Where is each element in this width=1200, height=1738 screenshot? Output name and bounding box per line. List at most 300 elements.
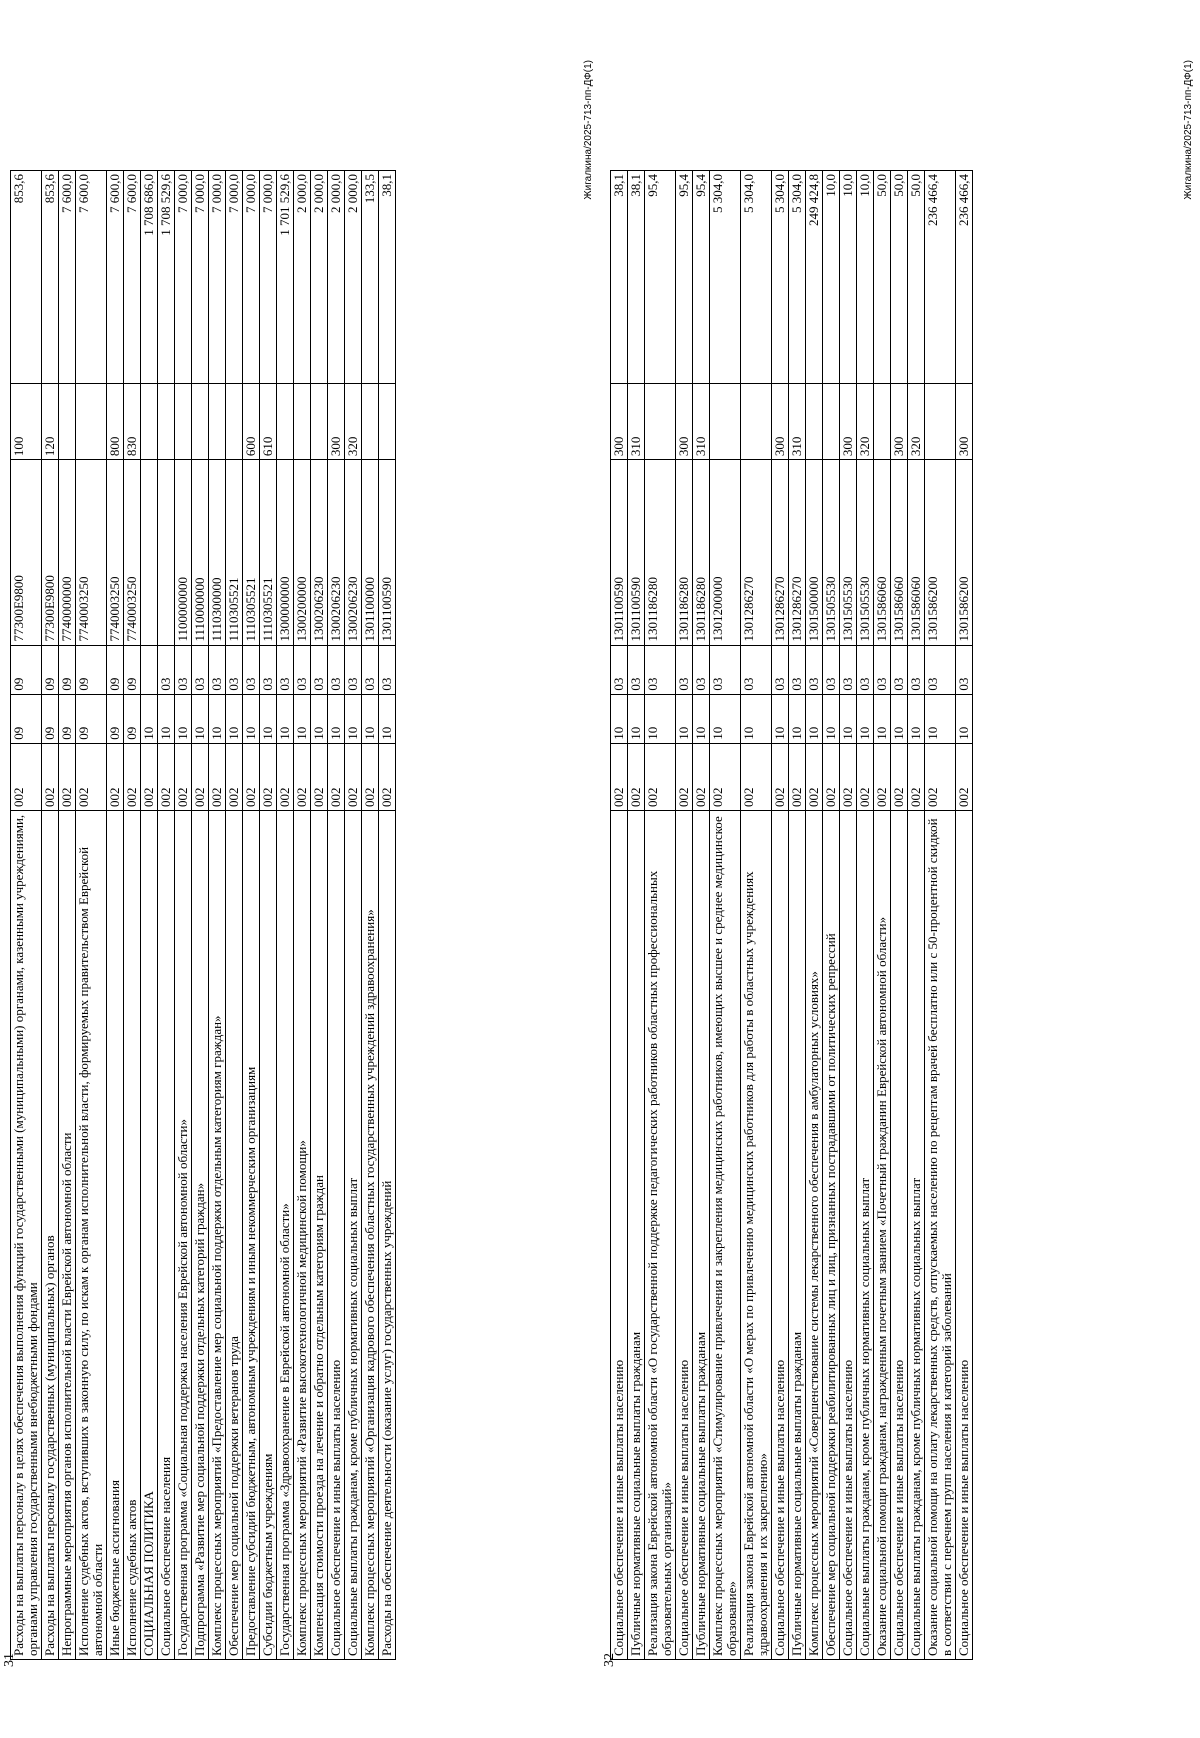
subsection-code-cell: 03 (874, 645, 891, 694)
target-article-cell: 1301586200 (956, 460, 973, 645)
subsection-code-cell: 03 (676, 645, 693, 694)
amount-cell: 853,6 (11, 171, 42, 384)
target-article-cell: 1300206230 (328, 460, 345, 645)
subsection-code-cell: 03 (956, 645, 973, 694)
subsection-code-cell: 09 (124, 645, 141, 694)
amount-cell: 236 466,4 (925, 171, 956, 384)
expense-type-cell (362, 383, 379, 459)
row-name-cell: Государственная программа «Социальная поддержка населения Еврейской автономной области» (175, 810, 192, 1659)
ministry-code-cell: 002 (175, 743, 192, 810)
subsection-code-cell: 03 (789, 645, 806, 694)
row-name-cell: Предоставление субсидий бюджетным, автономным учреждениям и иным некоммерческим организациям (243, 810, 260, 1659)
table-row (857, 171, 874, 1660)
ministry-code-cell: 002 (823, 743, 840, 810)
table-row (362, 171, 379, 1660)
target-article-cell: 1300200000 (294, 460, 311, 645)
expense-type-cell: 310 (628, 383, 645, 459)
amount-cell: 5 304,0 (789, 171, 806, 384)
amount-cell: 2 000,0 (328, 171, 345, 384)
section-code-cell: 09 (76, 694, 107, 743)
row-name-cell: Комплекс процессных мероприятий «Предоставление мер социальной поддержки отдельным категориям граждан» (209, 810, 226, 1659)
row-name-cell: Комплекс процессных мероприятий «Стимулирование привлечения и закрепления медицинских работников, имеющих высшее и среднее медицинское образование» (710, 810, 741, 1659)
row-name-cell: Социальные выплаты гражданам, кроме публичных нормативных социальных выплат (345, 810, 362, 1659)
amount-cell: 133,5 (362, 171, 379, 384)
amount-cell: 2 000,0 (311, 171, 328, 384)
row-name-cell: Социальное обеспечение населения (158, 810, 175, 1659)
row-name-cell: СОЦИАЛЬНАЯ ПОЛИТИКА (141, 810, 158, 1659)
table-row (628, 171, 645, 1660)
target-article-cell: 7740003250 (76, 460, 107, 645)
table-row (956, 171, 973, 1660)
table-row (192, 171, 209, 1660)
ministry-code-cell: 002 (362, 743, 379, 810)
expense-type-cell (294, 383, 311, 459)
ministry-code-cell: 002 (628, 743, 645, 810)
amount-cell: 95,4 (693, 171, 710, 384)
row-name-cell: Оказание социальной помощи гражданам, награжденным почетным званием «Почетный гражданин Еврейской автономной области» (874, 810, 891, 1659)
row-name-cell: Реализация закона Еврейской автономной области «О государственной поддержке педагогических работников областных профессиональных образовательных организаций» (645, 810, 676, 1659)
section-code-cell: 09 (107, 694, 124, 743)
amount-cell: 2 000,0 (345, 171, 362, 384)
amount-cell: 7 000,0 (226, 171, 243, 384)
table-row (676, 171, 693, 1660)
budget-table-page-31 (10, 170, 396, 1660)
section-code-cell: 10 (772, 694, 789, 743)
section-code-cell: 10 (175, 694, 192, 743)
row-name-cell: Социальное обеспечение и иные выплаты населению (772, 810, 789, 1659)
ministry-code-cell: 002 (158, 743, 175, 810)
table-row (209, 171, 226, 1660)
amount-cell: 236 466,4 (956, 171, 973, 384)
subsection-code-cell: 09 (107, 645, 124, 694)
row-name-cell: Социальные выплаты гражданам, кроме публичных нормативных социальных выплат (857, 810, 874, 1659)
footer-code: Жигалкина/2025-713-пп-ДФ(1) (1183, 60, 1194, 200)
amount-cell: 7 600,0 (59, 171, 76, 384)
section-code-cell: 10 (645, 694, 676, 743)
amount-cell: 50,0 (891, 171, 908, 384)
row-name-cell: Государственная программа «Здравоохранение в Еврейской автономной области» (277, 810, 294, 1659)
table-row (710, 171, 741, 1660)
table-row (107, 171, 124, 1660)
subsection-code-cell: 09 (59, 645, 76, 694)
expense-type-cell (175, 383, 192, 459)
section-code-cell: 10 (611, 694, 628, 743)
subsection-code-cell: 03 (710, 645, 741, 694)
expense-type-cell (192, 383, 209, 459)
target-article-cell: 1301186280 (645, 460, 676, 645)
subsection-code-cell: 03 (158, 645, 175, 694)
target-article-cell: 1301586200 (925, 460, 956, 645)
row-name-cell: Реализация закона Еврейской автономной области «О мерах по привлечению медицинских работников для работы в областных учреждениях здравоохранения и их закреплению» (741, 810, 772, 1659)
amount-cell: 7 000,0 (209, 171, 226, 384)
subsection-code-cell: 03 (806, 645, 823, 694)
table-row (260, 171, 277, 1660)
expense-type-cell (741, 383, 772, 459)
row-name-cell: Социальное обеспечение и иные выплаты населению (611, 810, 628, 1659)
table-row (693, 171, 710, 1660)
expense-type-cell: 310 (789, 383, 806, 459)
expense-type-cell (710, 383, 741, 459)
ministry-code-cell: 002 (741, 743, 772, 810)
amount-cell: 5 304,0 (710, 171, 741, 384)
section-code-cell: 10 (693, 694, 710, 743)
amount-cell: 5 304,0 (772, 171, 789, 384)
page-31 (0, 40, 600, 1700)
ministry-code-cell: 002 (789, 743, 806, 810)
row-name-cell: Социальное обеспечение и иные выплаты населению (840, 810, 857, 1659)
section-code-cell: 10 (362, 694, 379, 743)
ministry-code-cell: 002 (857, 743, 874, 810)
target-article-cell: 1301286270 (789, 460, 806, 645)
target-article-cell: 1301505530 (840, 460, 857, 645)
target-article-cell: 7740003250 (107, 460, 124, 645)
ministry-code-cell: 002 (328, 743, 345, 810)
subsection-code-cell: 09 (76, 645, 107, 694)
amount-cell: 853,6 (42, 171, 59, 384)
section-code-cell: 10 (925, 694, 956, 743)
amount-cell: 38,1 (628, 171, 645, 384)
amount-cell: 38,1 (379, 171, 396, 384)
table-row (243, 171, 260, 1660)
ministry-code-cell: 002 (42, 743, 59, 810)
subsection-code-cell: 03 (294, 645, 311, 694)
ministry-code-cell: 002 (840, 743, 857, 810)
section-code-cell: 10 (209, 694, 226, 743)
expense-type-cell: 300 (891, 383, 908, 459)
target-article-cell: 1301100000 (362, 460, 379, 645)
amount-cell: 7 600,0 (107, 171, 124, 384)
row-name-cell: Комплекс процессных мероприятий «Развитие высокотехнологичной медицинской помощи» (294, 810, 311, 1659)
table-row (328, 171, 345, 1660)
row-name-cell: Подпрограмма «Развитие мер социальной поддержки отдельных категорий граждан» (192, 810, 209, 1659)
section-code-cell: 10 (789, 694, 806, 743)
target-article-cell: 1300206230 (311, 460, 328, 645)
table-row (175, 171, 192, 1660)
subsection-code-cell: 03 (345, 645, 362, 694)
row-name-cell: Оказание социальной помощи на оплату лекарственных средств, отпускаемых населению по рецептам врачей бесплатно или с 50-процентной скидкой в соответствии с перечнем групп населения и категорий заболеваний (925, 810, 956, 1659)
row-name-cell: Расходы на выплаты персоналу в целях обеспечения выполнения функций государственными (муниципальными) органами, казенными учреждениями, органами управления государственными внебюджетными фондами (11, 810, 42, 1659)
expense-type-cell: 310 (693, 383, 710, 459)
row-name-cell: Исполнение судебных актов, вступивших в законную силу, по искам к органам исполнительной власти, формируемых правительством Еврейской автономной области (76, 810, 107, 1659)
budget-table-page-32 (610, 170, 973, 1660)
section-code-cell: 10 (908, 694, 925, 743)
page-number: 32 (602, 1653, 617, 1667)
expense-type-cell (158, 383, 175, 459)
ministry-code-cell: 002 (76, 743, 107, 810)
target-article-cell: 77300Е9800 (11, 460, 42, 645)
ministry-code-cell: 002 (226, 743, 243, 810)
row-name-cell: Социальные выплаты гражданам, кроме публичных нормативных социальных выплат (908, 810, 925, 1659)
amount-cell: 5 304,0 (741, 171, 772, 384)
subsection-code-cell: 03 (857, 645, 874, 694)
target-article-cell: 1301500000 (806, 460, 823, 645)
target-article-cell: 1301186280 (693, 460, 710, 645)
row-name-cell: Непрограммные мероприятия органов исполнительной власти Еврейской автономной области (59, 810, 76, 1659)
row-name-cell: Субсидии бюджетным учреждениям (260, 810, 277, 1659)
ministry-code-cell: 002 (260, 743, 277, 810)
ministry-code-cell: 002 (806, 743, 823, 810)
section-code-cell: 10 (840, 694, 857, 743)
row-name-cell: Обеспечение мер социальной поддержки ветеранов труда (226, 810, 243, 1659)
subsection-code-cell: 03 (840, 645, 857, 694)
target-article-cell: 1301100590 (379, 460, 396, 645)
target-article-cell: 1300206230 (345, 460, 362, 645)
row-name-cell: Расходы на обеспечение деятельности (оказание услуг) государственных учреждений (379, 810, 396, 1659)
table-row (840, 171, 857, 1660)
row-name-cell: Публичные нормативные социальные выплаты гражданам (693, 810, 710, 1659)
amount-cell: 7 600,0 (76, 171, 107, 384)
ministry-code-cell: 002 (956, 743, 973, 810)
expense-type-cell (59, 383, 76, 459)
subsection-code-cell: 03 (209, 645, 226, 694)
target-article-cell: 1110305521 (260, 460, 277, 645)
expense-type-cell (925, 383, 956, 459)
subsection-code-cell: 03 (741, 645, 772, 694)
amount-cell: 38,1 (611, 171, 628, 384)
subsection-code-cell: 03 (226, 645, 243, 694)
ministry-code-cell: 002 (124, 743, 141, 810)
target-article-cell: 1301200000 (710, 460, 741, 645)
table-row (611, 171, 628, 1660)
target-article-cell: 1301100590 (611, 460, 628, 645)
table-row (772, 171, 789, 1660)
ministry-code-cell: 002 (345, 743, 362, 810)
ministry-code-cell: 002 (11, 743, 42, 810)
subsection-code-cell: 03 (192, 645, 209, 694)
section-code-cell: 10 (956, 694, 973, 743)
expense-type-cell: 300 (676, 383, 693, 459)
subsection-code-cell: 03 (311, 645, 328, 694)
subsection-code-cell: 03 (277, 645, 294, 694)
amount-cell: 7 000,0 (243, 171, 260, 384)
target-article-cell (158, 460, 175, 645)
subsection-code-cell: 03 (908, 645, 925, 694)
ministry-code-cell: 002 (693, 743, 710, 810)
target-article-cell: 7740000000 (59, 460, 76, 645)
amount-cell: 2 000,0 (294, 171, 311, 384)
row-name-cell: Социальное обеспечение и иные выплаты населению (956, 810, 973, 1659)
target-article-cell: 1301100590 (628, 460, 645, 645)
subsection-code-cell: 03 (379, 645, 396, 694)
section-code-cell: 10 (311, 694, 328, 743)
target-article-cell: 1110300000 (209, 460, 226, 645)
footer-code: Жигалкина/2025-713-пп-ДФ(1) (583, 60, 594, 200)
section-code-cell: 10 (277, 694, 294, 743)
ministry-code-cell: 002 (874, 743, 891, 810)
target-article-cell (141, 460, 158, 645)
subsection-code-cell: 03 (611, 645, 628, 694)
subsection-code-cell: 03 (925, 645, 956, 694)
row-name-cell: Социальное обеспечение и иные выплаты населению (328, 810, 345, 1659)
table-row (908, 171, 925, 1660)
expense-type-cell: 300 (840, 383, 857, 459)
target-article-cell: 1301186280 (676, 460, 693, 645)
expense-type-cell: 300 (611, 383, 628, 459)
page-32 (600, 40, 1200, 1700)
ministry-code-cell: 002 (710, 743, 741, 810)
section-code-cell: 10 (294, 694, 311, 743)
expense-type-cell (645, 383, 676, 459)
target-article-cell: 7740003250 (124, 460, 141, 645)
ministry-code-cell: 002 (908, 743, 925, 810)
target-article-cell: 1301286270 (741, 460, 772, 645)
expense-type-cell: 120 (42, 383, 59, 459)
row-name-cell: Компенсация стоимости проезда на лечение и обратно отдельным категориям граждан (311, 810, 328, 1659)
target-article-cell: 1110305521 (243, 460, 260, 645)
table-row (277, 171, 294, 1660)
expense-type-cell: 600 (243, 383, 260, 459)
section-code-cell: 10 (628, 694, 645, 743)
expense-type-cell: 830 (124, 383, 141, 459)
ministry-code-cell: 002 (925, 743, 956, 810)
table-row (823, 171, 840, 1660)
row-name-cell: Комплекс процессных мероприятий «Организация кадрового обеспечения областных государственных учреждений здравоохранения» (362, 810, 379, 1659)
table-row (42, 171, 59, 1660)
table-row (311, 171, 328, 1660)
subsection-code-cell: 03 (645, 645, 676, 694)
section-code-cell: 10 (379, 694, 396, 743)
ministry-code-cell: 002 (209, 743, 226, 810)
amount-cell: 95,4 (645, 171, 676, 384)
section-code-cell: 09 (42, 694, 59, 743)
subsection-code-cell: 03 (693, 645, 710, 694)
table-row (76, 171, 107, 1660)
ministry-code-cell: 002 (243, 743, 260, 810)
amount-cell: 50,0 (874, 171, 891, 384)
amount-cell: 10,0 (857, 171, 874, 384)
target-article-cell: 1301586060 (874, 460, 891, 645)
row-name-cell: Социальное обеспечение и иные выплаты населению (891, 810, 908, 1659)
subsection-code-cell: 03 (260, 645, 277, 694)
expense-type-cell: 320 (908, 383, 925, 459)
expense-type-cell (141, 383, 158, 459)
section-code-cell: 09 (59, 694, 76, 743)
subsection-code-cell: 03 (175, 645, 192, 694)
amount-cell: 1 701 529,6 (277, 171, 294, 384)
table-row (59, 171, 76, 1660)
amount-cell: 50,0 (908, 171, 925, 384)
subsection-code-cell: 03 (891, 645, 908, 694)
expense-type-cell: 800 (107, 383, 124, 459)
target-article-cell: 1301586060 (908, 460, 925, 645)
expense-type-cell: 320 (345, 383, 362, 459)
ministry-code-cell: 002 (311, 743, 328, 810)
amount-cell: 7 000,0 (260, 171, 277, 384)
section-code-cell: 10 (741, 694, 772, 743)
table-row (124, 171, 141, 1660)
expense-type-cell: 300 (956, 383, 973, 459)
table-row (925, 171, 956, 1660)
subsection-code-cell: 03 (328, 645, 345, 694)
amount-cell: 7 000,0 (192, 171, 209, 384)
target-article-cell: 1301505530 (857, 460, 874, 645)
amount-cell: 249 424,8 (806, 171, 823, 384)
table-row (294, 171, 311, 1660)
ministry-code-cell: 002 (891, 743, 908, 810)
expense-type-cell: 100 (11, 383, 42, 459)
target-article-cell: 1110000000 (192, 460, 209, 645)
ministry-code-cell: 002 (379, 743, 396, 810)
ministry-code-cell: 002 (645, 743, 676, 810)
amount-cell: 95,4 (676, 171, 693, 384)
table-row (226, 171, 243, 1660)
expense-type-cell (209, 383, 226, 459)
expense-type-cell (76, 383, 107, 459)
table-row (645, 171, 676, 1660)
expense-type-cell: 320 (857, 383, 874, 459)
table-row (345, 171, 362, 1660)
ministry-code-cell: 002 (277, 743, 294, 810)
target-article-cell: 1110305521 (226, 460, 243, 645)
ministry-code-cell: 002 (192, 743, 209, 810)
ministry-code-cell: 002 (676, 743, 693, 810)
row-name-cell: Расходы на выплаты персоналу государственных (муниципальных) органов (42, 810, 59, 1659)
section-code-cell: 10 (260, 694, 277, 743)
table-row (158, 171, 175, 1660)
subsection-code-cell: 03 (362, 645, 379, 694)
section-code-cell: 10 (857, 694, 874, 743)
expense-type-cell (379, 383, 396, 459)
expense-type-cell (277, 383, 294, 459)
ministry-code-cell: 002 (772, 743, 789, 810)
section-code-cell: 10 (243, 694, 260, 743)
expense-type-cell (806, 383, 823, 459)
amount-cell: 1 708 686,0 (141, 171, 158, 384)
row-name-cell: Исполнение судебных актов (124, 810, 141, 1659)
expense-type-cell: 300 (328, 383, 345, 459)
amount-cell: 7 000,0 (175, 171, 192, 384)
section-code-cell: 09 (124, 694, 141, 743)
amount-cell: 10,0 (823, 171, 840, 384)
section-code-cell: 10 (141, 694, 158, 743)
subsection-code-cell (141, 645, 158, 694)
amount-cell: 7 600,0 (124, 171, 141, 384)
table-row (891, 171, 908, 1660)
target-article-cell: 1301286270 (772, 460, 789, 645)
expense-type-cell: 610 (260, 383, 277, 459)
ministry-code-cell: 002 (59, 743, 76, 810)
table-row (379, 171, 396, 1660)
page-number: 31 (2, 1653, 17, 1667)
table-row (789, 171, 806, 1660)
table-row (874, 171, 891, 1660)
table-row (11, 171, 42, 1660)
section-code-cell: 10 (345, 694, 362, 743)
ministry-code-cell: 002 (107, 743, 124, 810)
section-code-cell: 10 (823, 694, 840, 743)
ministry-code-cell: 002 (141, 743, 158, 810)
row-name-cell: Обеспечение мер социальной поддержки реабилитированных лиц и лиц, признанных пострадавшими от политических репрессий (823, 810, 840, 1659)
subsection-code-cell: 03 (628, 645, 645, 694)
row-name-cell: Публичные нормативные социальные выплаты гражданам (628, 810, 645, 1659)
section-code-cell: 10 (874, 694, 891, 743)
row-name-cell: Публичные нормативные социальные выплаты гражданам (789, 810, 806, 1659)
subsection-code-cell: 03 (772, 645, 789, 694)
subsection-code-cell: 09 (42, 645, 59, 694)
row-name-cell: Иные бюджетные ассигнования (107, 810, 124, 1659)
row-name-cell: Социальное обеспечение и иные выплаты населению (676, 810, 693, 1659)
table-row (741, 171, 772, 1660)
subsection-code-cell: 03 (823, 645, 840, 694)
section-code-cell: 10 (710, 694, 741, 743)
target-article-cell: 1301586060 (891, 460, 908, 645)
section-code-cell: 10 (676, 694, 693, 743)
row-name-cell: Комплекс процессных мероприятий «Совершенствование системы лекарственного обеспечения в амбулаторных условиях» (806, 810, 823, 1659)
section-code-cell: 09 (11, 694, 42, 743)
expense-type-cell (311, 383, 328, 459)
expense-type-cell: 300 (772, 383, 789, 459)
ministry-code-cell: 002 (294, 743, 311, 810)
